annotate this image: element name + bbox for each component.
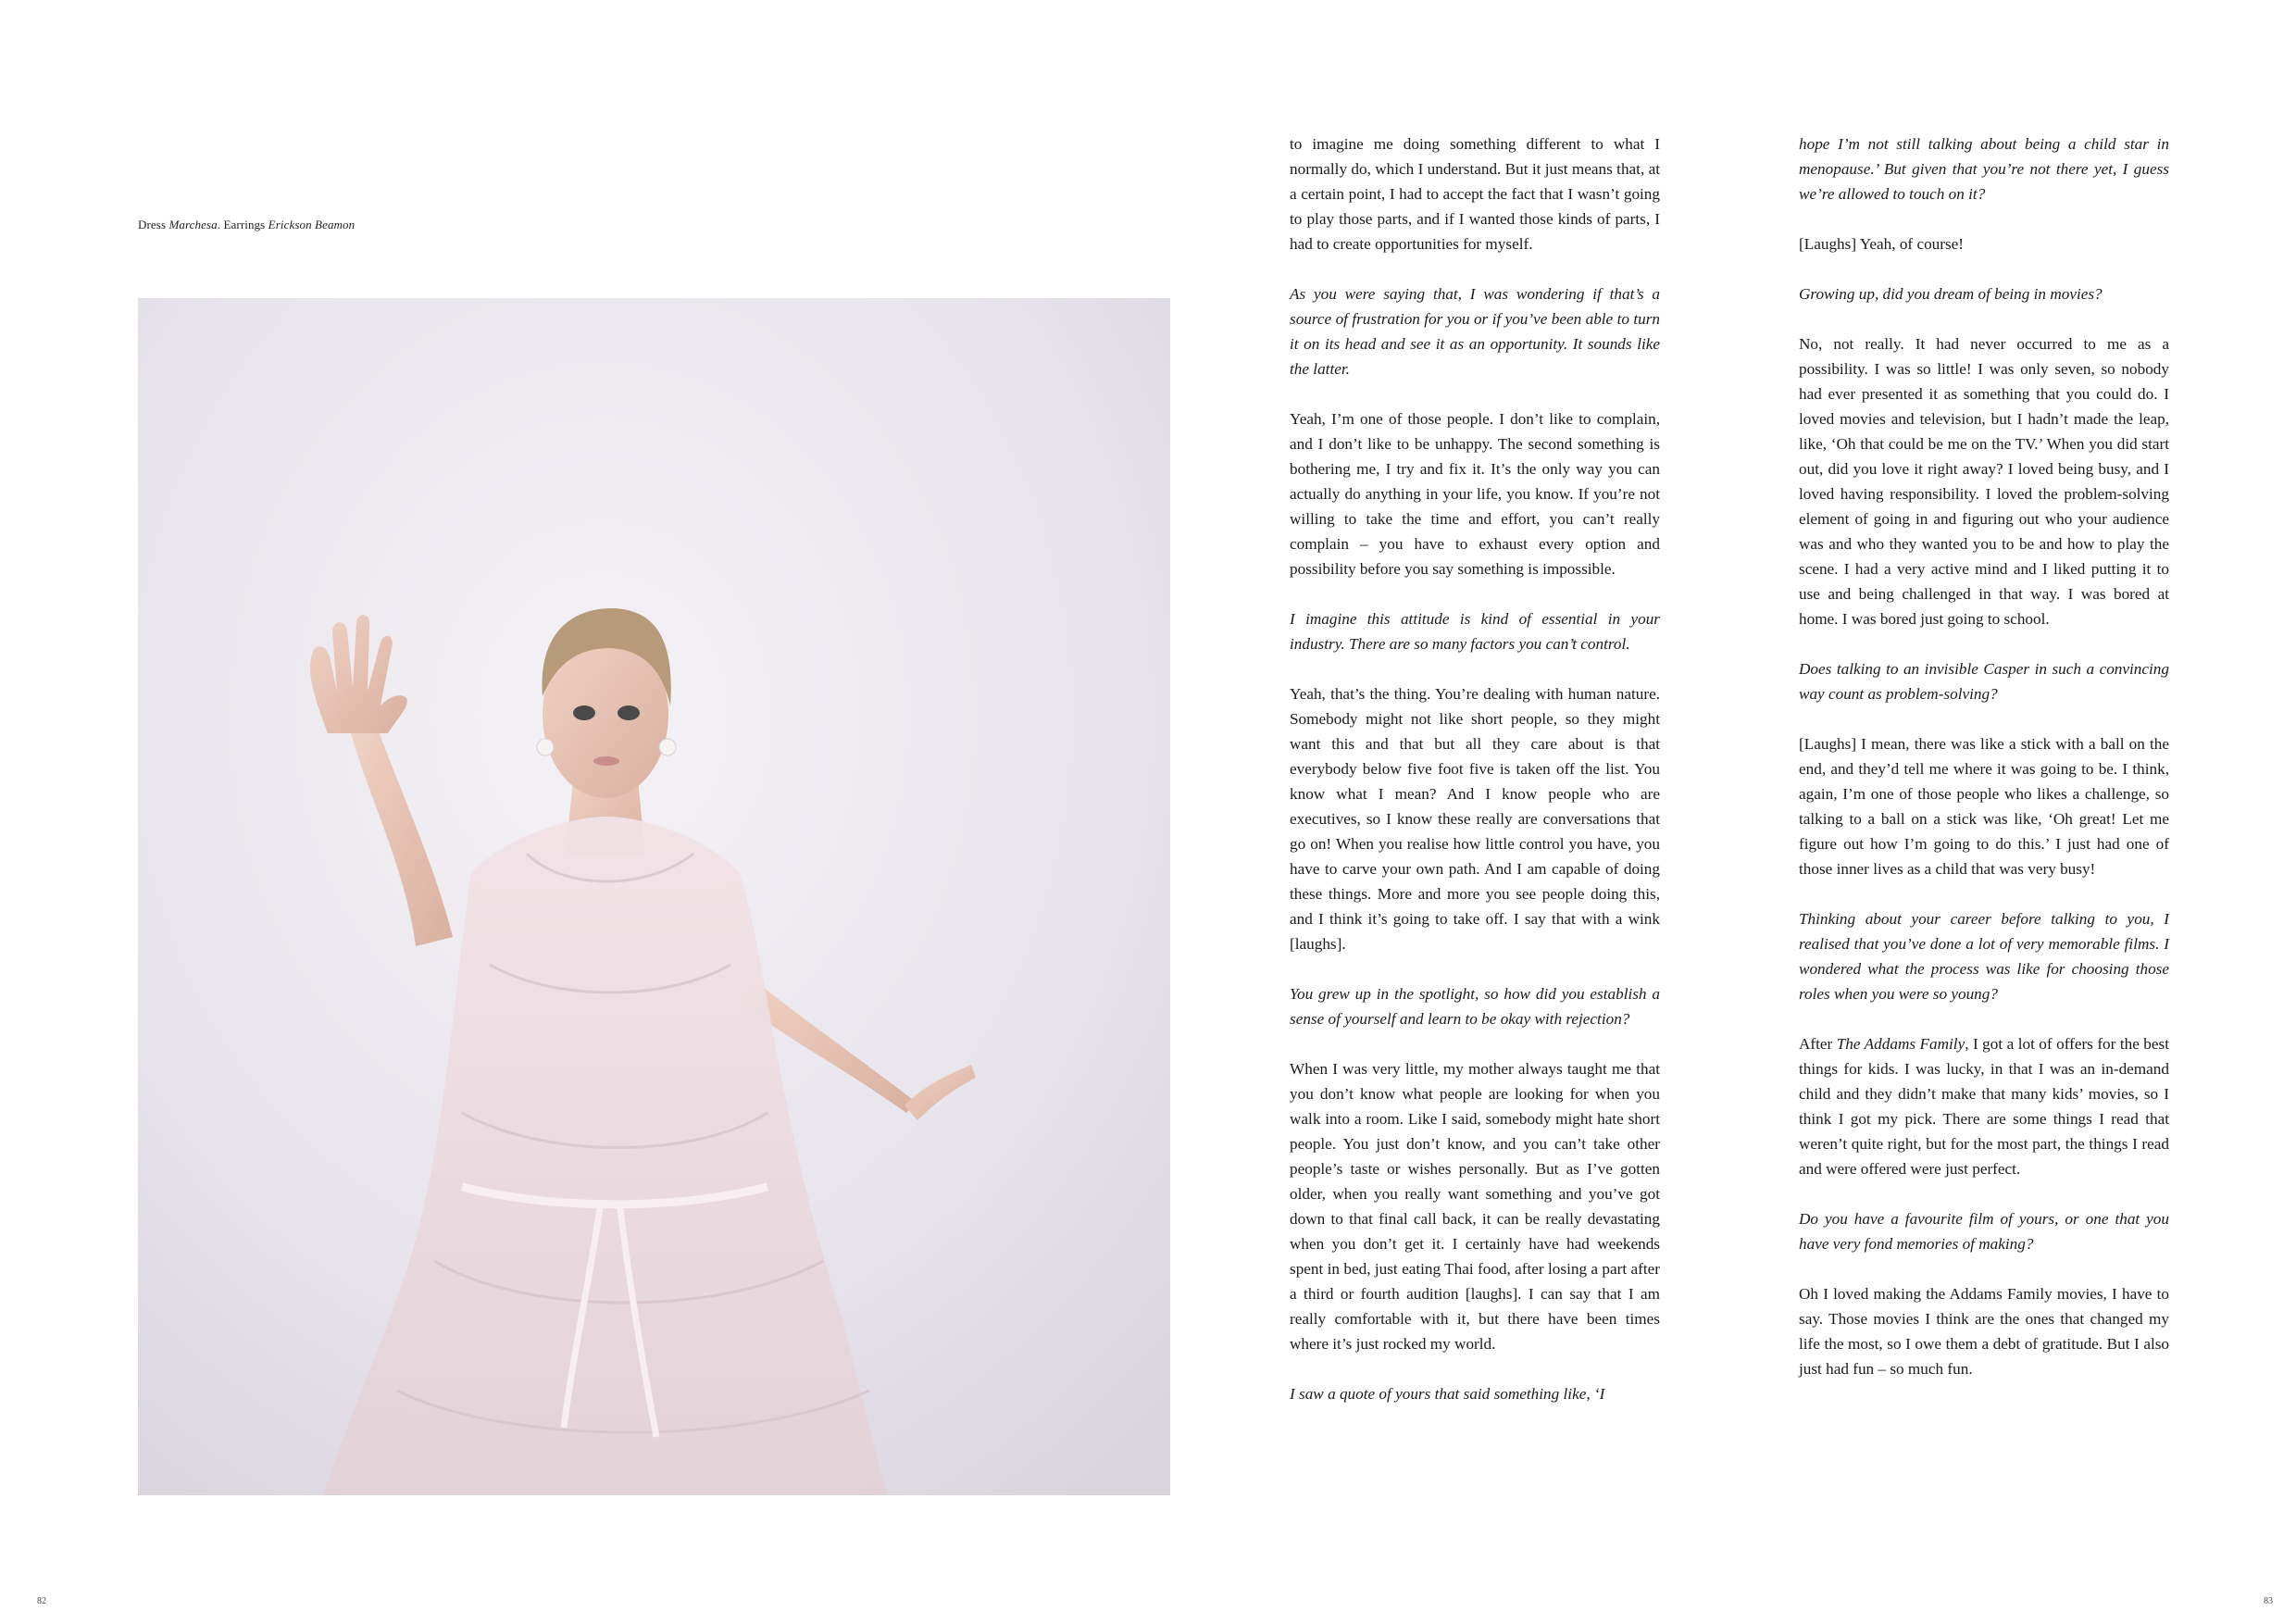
interview-question: I imagine this attitude is kind of essential in your industry. There are so many factors you can’t control. xyxy=(1290,610,1660,653)
portrait-photo xyxy=(138,298,1170,1495)
interview-answer: [Laughs] I mean, there was like a stick with a ball on the end, and they’d tell me where it was going to be. I think, again, I’m one of those people who likes a challenge, so talking to a ball on a stick was like, ‘Oh great! Let me figure out how I’m going to do this.’ I just had one of those inner lives as a child that was very busy! xyxy=(1799,735,2169,878)
interview-answer: Yeah, that’s the thing. You’re dealing with human nature. Somebody might not like short people, so they might want this and that but all they care about is that everybody below five foot five is taken off the list. You know what I mean? And I know people who are executives, so I know these really are conversations that go on! When you realise how little control you have, you have to carve your own path. And I am capable of doing these things. More and more you see people doing this, and I think it’s going to take off. I say that with a wink [laughs]. xyxy=(1290,685,1660,953)
interview-answer: [Laughs] Yeah, of course! xyxy=(1799,235,1965,253)
interview-answer: Oh I loved making the Addams Family movies, I have to say. Those movies I think are the ones that changed my life the most, so I owe them a debt of gratitude. But I also just had fun – so much fun. xyxy=(1799,1285,2169,1378)
interview-question: Thinking about your career before talking to you, I realised that you’ve done a lot of very memorable films. I wondered what the process was like for choosing those roles when you were so young? xyxy=(1799,910,2169,1003)
answer-prefix: After xyxy=(1799,1035,1837,1053)
article-column-1 xyxy=(1290,131,1660,1406)
interview-question: Do you have a favourite film of yours, or one that you have very fond memories of making? xyxy=(1799,1210,2169,1253)
interview-answer: When I was very little, my mother always taught me that you don’t know what people are looking for when you walk into a room. Like I said, somebody might hate short people. You just don’t know, and you can’t take other people’s taste or wishes personally. But as I’ve gotten older, when you really want something and you’ve got down to that final call back, it can be really devastating when you don’t get it. I certainly have had weekends spent in bed, just eating Thai food, after losing a part after a third or fourth audition [laughs]. I can say that I am really comfortable with it, but there have been times where it’s just rocked my world. xyxy=(1290,1060,1660,1353)
interview-answer: to imagine me doing something different to what I normally do, which I understand. But it just means that, at a certain point, I had to accept the fact that I wasn’t going to play those parts, and if I wanted those kinds of parts, I had to create opportunities for myself. xyxy=(1290,135,1660,253)
dress-brand: Marchesa xyxy=(168,218,218,231)
answer-text: , I got a lot of offers for the best things for kids. I was lucky, in that I was an in-demand child and they didn’t make that many kids’ movies, so I think I got my pick. There are some things I read that weren’t quite right, but for the most part, the things I read and were offered were just perfect. xyxy=(1799,1035,2169,1178)
article-column-2 xyxy=(1799,131,2169,1381)
caption-prefix: Dress xyxy=(138,218,169,231)
interview-question: Does talking to an invisible Casper in such a convincing way count as problem-solving? xyxy=(1799,660,2169,703)
interview-answer xyxy=(1799,1031,2169,1181)
interview-answer: Yeah, I’m one of those people. I don’t like to complain, and I don’t like to be unhappy. The second something is bothering me, I try and fix it. It’s the only way you can actually do anything in your life, you know. If you’re not willing to take the time and effort, you can’t really complain – you have to exhaust every option and possibility before you say something is impossible. xyxy=(1290,410,1660,578)
caption-middle: . Earrings xyxy=(217,218,268,231)
interview-question: You grew up in the spotlight, so how did you establish a sense of yourself and learn to be okay with rejection? xyxy=(1290,985,1660,1028)
interview-question: hope I’m not still talking about being a child star in menopause.’ But given that you’re not there yet, I guess we’re allowed to touch on it? xyxy=(1799,135,2169,203)
photo-credit-caption xyxy=(138,218,355,232)
portrait-illustration xyxy=(138,298,1170,1495)
page-number-left: 82 xyxy=(37,1596,46,1606)
interview-question: Growing up, did you dream of being in movies? xyxy=(1799,285,2103,303)
film-title: The Addams Family xyxy=(1836,1035,1965,1053)
interview-answer: No, not really. It had never occurred to me as a possibility. I was so little! I was only seven, so nobody had ever presented it as something that you could do. I loved movies and television, but I hadn’t made the leap, like, ‘Oh that could be me on the TV.’ When you did start out, did you love it right away? I loved being busy, and I loved having responsibility. I loved the problem-solving element of going in and figuring out who your audience was and who they wanted you to be and how to play the scene. I had a very active mind and I liked putting it to use and being challenged in that way. I was bored at home. I was bored just going to school. xyxy=(1799,335,2169,628)
earrings-brand: Erickson Beamon xyxy=(268,218,356,231)
interview-question: As you were saying that, I was wondering if that’s a source of frustration for you or if you’ve been able to turn it on its head and see it as an opportunity. It sounds like the latter. xyxy=(1290,285,1660,378)
page-number-right: 83 xyxy=(2264,1596,2273,1606)
interview-question: I saw a quote of yours that said something like, ‘I xyxy=(1290,1385,1605,1403)
